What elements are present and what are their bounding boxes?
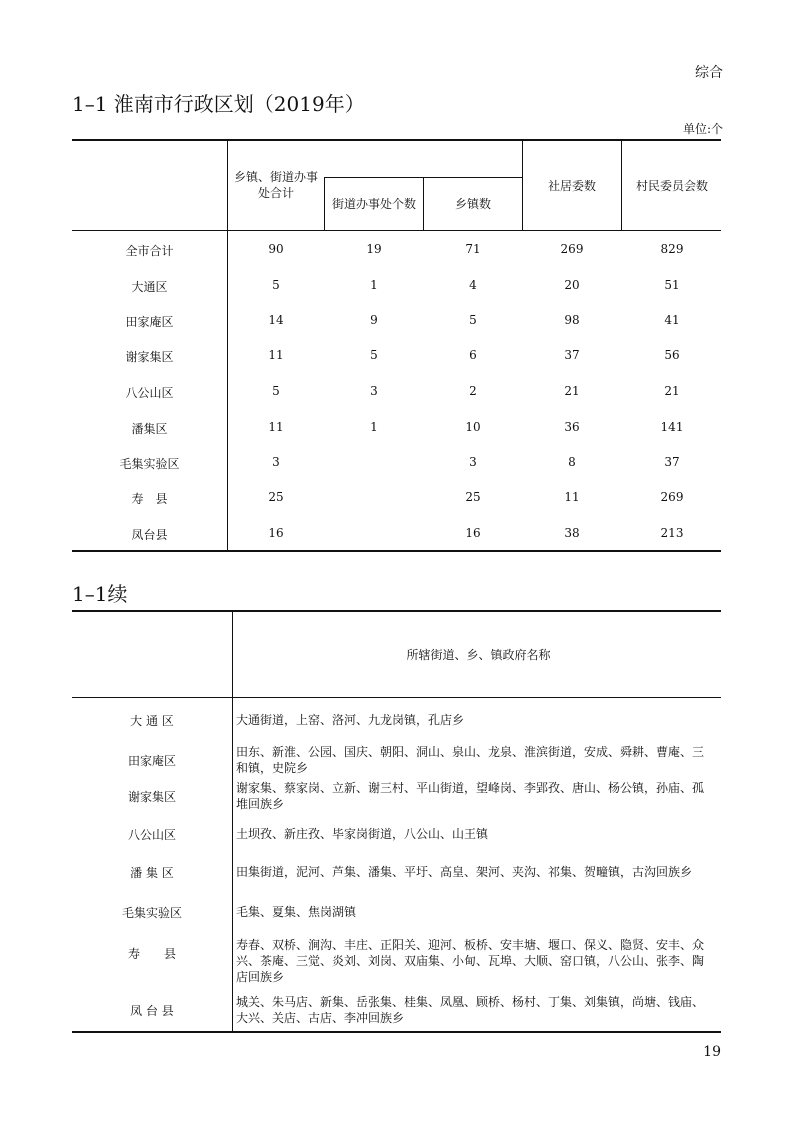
cell-village: 41	[664, 313, 680, 327]
district-subdivisions: 毛集、夏集、焦岗湖镇	[236, 905, 357, 919]
cell-street: 19	[366, 242, 382, 256]
table1-header-rule	[72, 230, 721, 231]
cell-total: 5	[272, 384, 280, 398]
table1-vline-5	[621, 140, 622, 231]
cell-towns: 6	[469, 348, 477, 362]
cell-total: 90	[268, 242, 284, 256]
table1-bottom-rule	[72, 550, 721, 552]
district-label: 毛集实验区	[121, 906, 182, 920]
cell-community: 11	[564, 490, 580, 504]
cell-village: 829	[660, 242, 684, 256]
cell-total: 16	[268, 526, 284, 540]
cell-total: 11	[268, 420, 284, 434]
header-township-total: 乡镇、街道办事处合计	[233, 170, 318, 200]
table1-top-rule	[72, 139, 721, 141]
table2-header-rule	[72, 697, 721, 698]
row-label: 大通区	[131, 280, 168, 294]
district-subdivisions: 土坝孜、新庄孜、毕家岗街道，八公山、山王镇	[236, 827, 489, 841]
table1-vline-2	[324, 177, 325, 231]
header-street-offices: 街道办事处个数	[331, 197, 416, 211]
cell-towns: 3	[469, 455, 477, 469]
table2-top-rule	[72, 610, 721, 612]
cell-community: 20	[564, 278, 580, 292]
cell-community: 37	[564, 348, 580, 362]
header-village-committees: 村民委员会数	[635, 179, 708, 193]
district-subdivisions: 大通街道，上窑、洛河、九龙岗镇，孔店乡	[236, 713, 465, 727]
cell-community: 36	[564, 420, 580, 434]
cell-total: 5	[272, 278, 280, 292]
cell-village: 141	[660, 420, 684, 434]
section-tag: 综合	[695, 65, 723, 81]
district-label: 寿 县	[127, 947, 176, 961]
cell-towns: 2	[469, 384, 477, 398]
row-label: 田家庵区	[125, 315, 174, 329]
row-label: 全市合计	[125, 244, 174, 258]
cell-street: 3	[370, 384, 378, 398]
cell-towns: 4	[469, 278, 477, 292]
district-subdivisions: 城关、朱马店、新集、岳张集、桂集、凤凰、顾桥、杨村、丁集、刘集镇，尚塘、钱庙、大兴、关店、古店、李冲回族乡	[236, 995, 705, 1025]
district-label: 田家庵区	[127, 754, 176, 768]
header-towns: 乡镇数	[454, 197, 491, 211]
table1-title: 1–1 淮南市行政区划（2019年）	[72, 92, 365, 116]
table2-vline	[232, 611, 233, 1032]
cell-community: 38	[564, 526, 580, 540]
district-subdivisions: 谢家集、蔡家岗、立新、谢三村、平山街道，望峰岗、李郢孜、唐山、杨公镇，孙庙、孤堆回族乡	[236, 781, 705, 811]
table1-vline-4	[522, 140, 523, 231]
row-label: 寿 县	[131, 492, 168, 506]
district-label: 八公山区	[127, 828, 176, 842]
cell-towns: 25	[465, 490, 481, 504]
cell-street: 1	[370, 278, 378, 292]
row-label: 潘集区	[131, 422, 168, 436]
cell-village: 37	[664, 455, 680, 469]
header-community-committees: 社居委数	[547, 179, 596, 193]
cell-total: 25	[268, 490, 284, 504]
table1-vline-3	[423, 177, 424, 231]
district-subdivisions: 田东、新淮、公园、国庆、朝阳、洞山、泉山、龙泉、淮滨街道，安成、舜耕、曹庵、三和镇，史院乡	[236, 745, 705, 775]
cell-community: 98	[564, 313, 580, 327]
cell-community: 269	[560, 242, 584, 256]
district-subdivisions: 田集街道，泥河、芦集、潘集、平圩、高皇、架河、夹沟、祁集、贺疃镇，古沟回族乡	[236, 865, 693, 879]
cell-towns: 10	[465, 420, 481, 434]
unit-label: 单位:个	[682, 122, 723, 136]
cell-community: 8	[568, 455, 576, 469]
cell-village: 269	[660, 490, 684, 504]
row-label: 八公山区	[125, 386, 174, 400]
district-label: 凤 台 县	[130, 1004, 174, 1018]
cell-street: 5	[370, 348, 378, 362]
cell-total: 3	[272, 455, 280, 469]
cell-towns: 16	[465, 526, 481, 540]
cell-total: 14	[268, 313, 284, 327]
cell-village: 21	[664, 384, 680, 398]
cell-towns: 5	[469, 313, 477, 327]
table2-title: 1–1续	[72, 582, 128, 606]
cell-village: 51	[664, 278, 680, 292]
cell-street: 1	[370, 420, 378, 434]
page-number: 19	[703, 1044, 721, 1060]
table1-vline-1	[227, 140, 228, 551]
cell-total: 11	[268, 348, 284, 362]
district-label: 大 通 区	[130, 714, 174, 728]
cell-village: 56	[664, 348, 680, 362]
cell-village: 213	[660, 526, 684, 540]
row-label: 毛集实验区	[119, 457, 180, 471]
table2-header: 所辖街道、乡、镇政府名称	[406, 648, 551, 662]
cell-towns: 71	[465, 242, 481, 256]
cell-community: 21	[564, 384, 580, 398]
row-label: 凤台县	[131, 528, 168, 542]
district-label: 潘 集 区	[130, 866, 174, 880]
district-subdivisions: 寿春、双桥、涧沟、丰庄、正阳关、迎河、板桥、安丰塘、堰口、保义、隐贤、安丰、众兴、茶庵、三觉、炎刘、刘岗、双庙集、小甸、瓦埠、大顺、窑口镇，八公山、张李、陶店回族乡	[236, 938, 705, 984]
row-label: 谢家集区	[125, 350, 174, 364]
table2-bottom-rule	[72, 1031, 721, 1033]
district-label: 谢家集区	[127, 790, 176, 804]
cell-street: 9	[370, 313, 378, 327]
